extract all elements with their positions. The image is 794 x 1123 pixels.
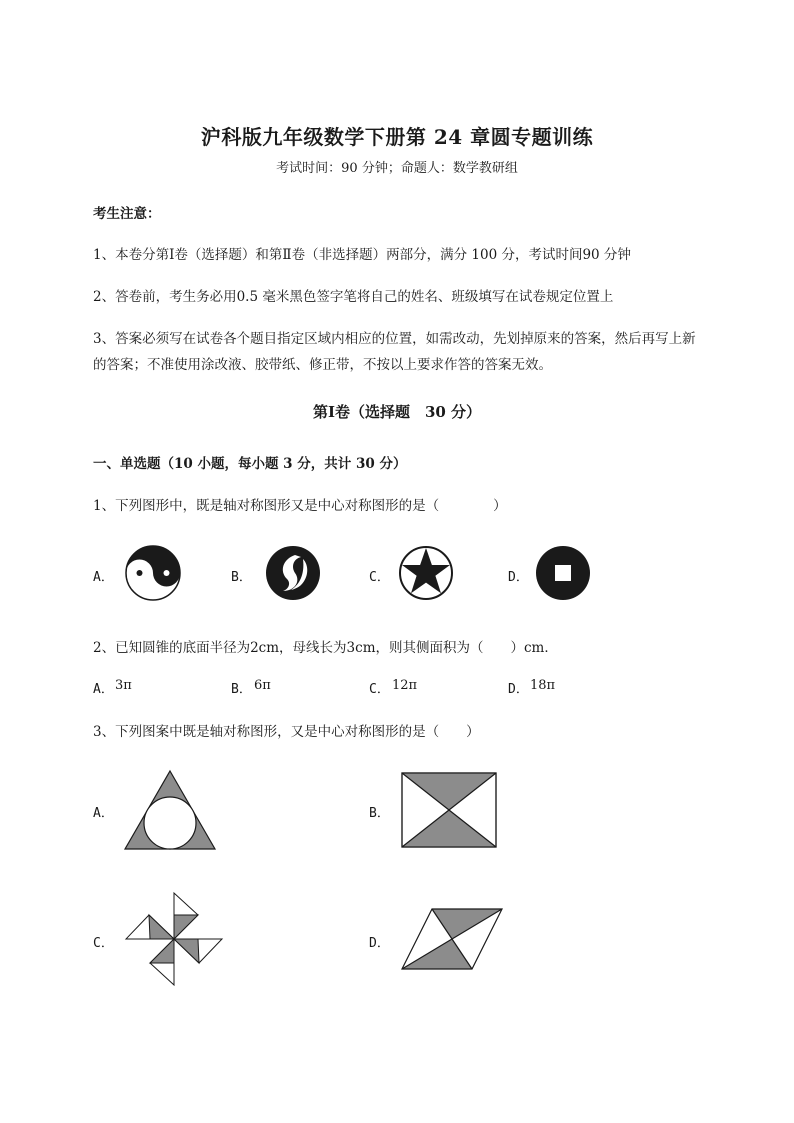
q2-option-b-label: B． (231, 682, 252, 697)
exam-subtitle: 考试时间：90 分钟；命题人：数学教研组 (276, 161, 518, 176)
q2-option-d-label: D． (508, 682, 529, 697)
q3-option-b-label: B． (369, 806, 390, 821)
q1-option-a-label: A． (93, 570, 114, 585)
q2-option-c-value: 12π (392, 678, 418, 693)
rectangle-with-diagonals-icon (401, 772, 497, 848)
q2-option-b-value: 6π (254, 678, 271, 693)
q2-option-c-label: C． (369, 682, 390, 697)
q3-option-a-label: A． (93, 806, 114, 821)
q3-option-c-label: C． (93, 936, 114, 951)
yin-yang-icon (125, 545, 181, 601)
question-3-stem: 3、下列图案中既是轴对称图形，又是中心对称图形的是（ ） (93, 724, 480, 740)
q1-option-c-label: C． (369, 570, 390, 585)
q3-option-d-label: D． (369, 936, 390, 951)
question-1-stem: 1、下列图形中，既是轴对称图形又是中心对称图形的是（ ） (93, 498, 507, 514)
parallelogram-with-diagonals-icon (401, 908, 503, 970)
notice-item-3-continued: 的答案；不准使用涂改液、胶带纸、修正带，不按以上要求作答的答案无效。 (93, 357, 552, 373)
star-in-circle-icon (398, 545, 454, 601)
section-title: 第Ⅰ卷（选择题 30 分） (312, 403, 482, 421)
pinwheel-icon (125, 891, 223, 987)
part-heading: 一、单选题（10 小题，每小题 3 分，共计 30 分） (93, 456, 407, 472)
q2-option-a-label: A． (93, 682, 114, 697)
q1-option-b-label: B． (231, 570, 252, 585)
question-2-stem: 2、已知圆锥的底面半径为2cm，母线长为3cm，则其侧面积为（ ）cm． (93, 640, 558, 656)
notice-item-1: 1、本卷分第Ⅰ卷（选择题）和第Ⅱ卷（非选择题）两部分，满分 100 分，考试时间90 分钟 (93, 247, 631, 263)
notice-heading: 考生注意： (93, 206, 161, 222)
page-title: 沪科版九年级数学下册第 24 章圆专题训练 (200, 125, 594, 149)
q1-option-d-label: D． (508, 570, 529, 585)
triangle-with-circle-icon (124, 770, 216, 850)
ancient-coin-icon (535, 545, 591, 601)
notice-item-3: 3、答案必须写在试卷各个题目指定区域内相应的位置，如需改动，先划掉原来的答案，然后再写上新 (93, 331, 696, 347)
q2-option-a-value: 3π (115, 678, 132, 693)
swirl-emblem-icon (265, 545, 321, 601)
notice-item-2: 2、答卷前，考生务必用0.5 毫米黑色签字笔将自己的姓名、班级填写在试卷规定位置上 (93, 289, 614, 305)
q2-option-d-value: 18π (530, 678, 556, 693)
